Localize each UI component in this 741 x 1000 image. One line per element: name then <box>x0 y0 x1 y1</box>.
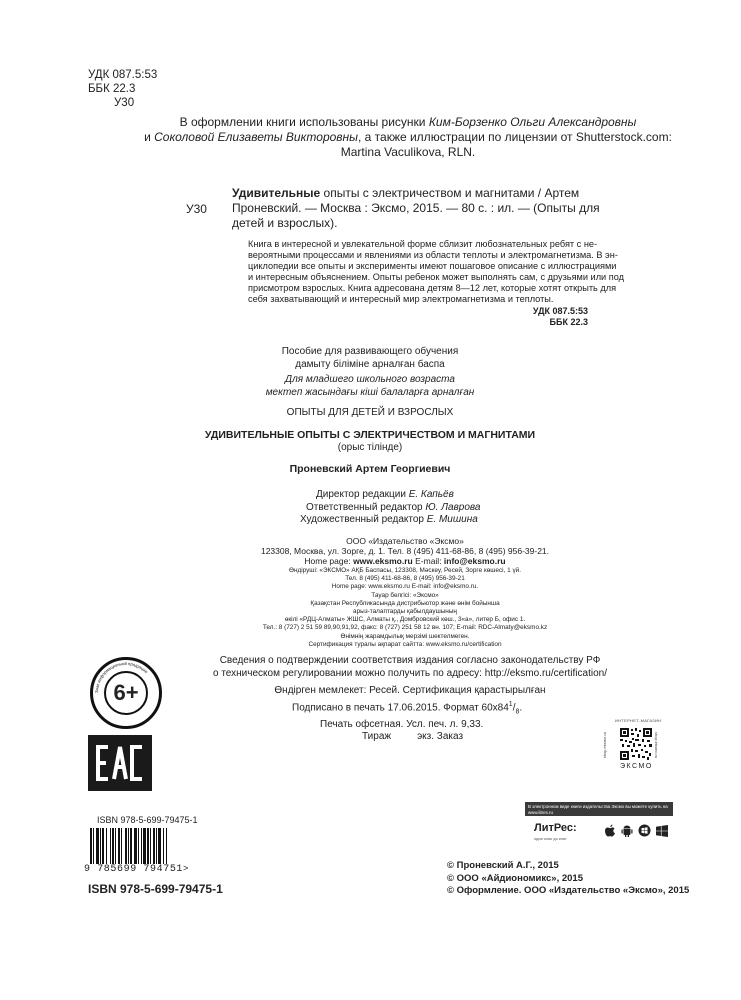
editor-row: Директор редакции Е. Капьёв <box>316 489 454 500</box>
barcode-bar <box>156 828 157 864</box>
barcode-bar <box>128 828 129 864</box>
barcode-bar <box>93 828 94 864</box>
printing-block: Подписано в печать 17.06.2015. Формат $60x84^1/_8$. Печать офсетная. Усл. печ. л. 9,33. Тираж экз. Заказ <box>292 701 523 743</box>
series-name: ОПЫТЫ ДЛЯ ДЕТЕЙ И ВЗРОСЛЫХ <box>286 407 454 418</box>
barcode-bar <box>102 828 104 864</box>
bbk-code: ББК 22.3 <box>88 83 136 95</box>
barcode-bar <box>143 828 146 864</box>
barcode-bar <box>130 828 132 864</box>
barcode-bar <box>141 828 142 864</box>
catalog-side-mark: У30 <box>186 202 207 216</box>
copyright-line: © ООО «Айдиономикс», 2015 <box>447 872 583 884</box>
barcode-bar <box>158 828 161 864</box>
barcode-bar <box>118 828 120 864</box>
litres-logo[interactable]: ЛитРес: <box>534 822 577 834</box>
barcode-bar <box>138 828 139 864</box>
book-language: (орыс тілінде) <box>337 442 403 453</box>
eac-letters-icon <box>94 743 146 783</box>
barcode-bar <box>153 828 155 864</box>
barcode-bar <box>163 828 164 864</box>
catalog-codes: УДК 087.5:53 ББК 22.3 <box>532 306 588 327</box>
publisher-block: ООО «Издательство «Эксмо» 123308, Москва, ул. Зорге, д. 1. Тел. 8 (495) 411-68-86, 8 (495) 956-39-21. Home page: www.eksmo.ru E-mail: info@eksmo.ru <box>215 536 595 566</box>
editor-row: Ответственный редактор Ю. Лаврова <box>306 501 481 513</box>
litres-tagline: один клик до книг <box>534 836 567 841</box>
shop-side-text-left: shop.eksmo.ru <box>602 732 607 759</box>
barcode-bar <box>96 828 99 864</box>
editors-block <box>300 489 480 527</box>
windows-icon[interactable] <box>656 825 668 837</box>
editor-row: Художественный редактор Е. Мишина <box>300 514 478 525</box>
qr-code-icon[interactable] <box>620 728 652 760</box>
barcode-bar <box>112 828 114 864</box>
publisher-address: 123308, Москва, ул. Зорге, д. 1. Тел. 8 (495) 411-68-86, 8 (495) 956-39-21. <box>260 546 550 556</box>
barcode-digits: 9 785699 794751> <box>84 864 190 875</box>
barcode-bar <box>90 828 92 864</box>
catalog-abstract: Книга в интересной и увлекательной форме сблизит любознательных ребят с не- вероятными процессами и явлениями из области теплоты и электромагнетизма. В эн- циклопедии все опыты и эксперименты имеют пошаговое описание с иллюстрациями и интересным объяснением. Опыты ребенок может выполнять сам, с друзьями или под присмотром взрослых. Книга адресована детям 8—12 лет, которые хотят открыть для себя захватывающий и интересный мир электромагнетизма и теплоты. <box>248 239 624 304</box>
age-rating-ring-text: Знак информационной продукции <box>93 660 149 694</box>
barcode-bar <box>115 828 116 864</box>
book-title: УДИВИТЕЛЬНЫЕ ОПЫТЫ С ЭЛЕКТРИЧЕСТВОМ И МАГНИТАМИ <box>204 429 536 441</box>
publisher-name: ООО «Издательство «Эксмо» <box>346 536 464 546</box>
publisher-kz-block: Өндіруші: «ЭКСМО» АҚБ Баспасы, 123308, Мәскеу, Ресей, Зорге көшесі, 1 үй. Тел. 8 (495) 411-68-86, 8 (495) 956-39-21 Home page: www.eksmo.ru E-mail: info@eksmo.ru. Тауар белгісі: «Эксмо» Қазақстан Республикасында дистрибьютор және өнім бойынша арыз-талаптарды қабылдаушының өкілі «РДЦ-Алматы» ЖШС, Алматы қ., Домбровский көш., 3«а», литер Б, офис 1. Тел.: 8 (727) 2 51 59 89,90,91,92, факс: 8 (727) 251 58 12 вн. 107; E-mail: RDC-Almaty@eksmo.kz Өнімнің жарамдылық мерзімі шектелмеген. Сертификация туралы ақпарат сайтта: www.eksmo.ru/certification <box>262 567 548 648</box>
barcode-bar <box>125 828 127 864</box>
age-rating-value: 6+ <box>104 671 148 715</box>
age-rating-badge <box>90 657 162 729</box>
barcode-bar <box>150 828 151 864</box>
barcode-icon <box>88 828 204 864</box>
catalog-entry: Удивительные опыты с электричеством и магнитами / Артем Проневский. — Москва : Эксмо, 2015. — 80 с. : ил. — (Опыты для детей и взрослых). <box>232 186 600 230</box>
barcode-bar <box>110 828 111 864</box>
barcode-bar <box>166 828 167 864</box>
author-mark: У30 <box>114 97 135 109</box>
copyright-block <box>447 860 689 898</box>
age-rating-ring-icon <box>90 657 162 729</box>
isbn-top-label: ISBN 978-5-699-79475-1 <box>97 815 198 825</box>
barcode-bar <box>121 828 122 864</box>
barcode-bar <box>134 828 137 864</box>
shop-side-text-right: shop.eksmo.ru <box>654 732 659 759</box>
book-author: Проневский Артем Георгиевич <box>289 462 451 475</box>
copyright-line: © Оформление. ООО «Издательство «Эксмо», 2015 <box>447 885 690 896</box>
apple-icon[interactable] <box>604 824 616 837</box>
shop-brand: ЭКСМО <box>620 763 653 770</box>
illustrations-note: В оформлении книги использованы рисунки Ким-Борзенко Ольги Александровны и Соколовой Елизаветы Викторовны, а также иллюстрации по лицензии от Shutterstock.com: Martina Vaculikova, RLN. <box>144 115 672 159</box>
classification-block <box>88 68 157 110</box>
publisher-email-link[interactable]: info@eksmo.ru <box>443 556 506 566</box>
platform-icons <box>604 824 668 837</box>
copyright-line: © Проневский А.Г., 2015 <box>447 860 559 871</box>
android-icon[interactable] <box>621 824 633 837</box>
shop-label: ИНТЕРНЕТ-МАГАЗИН <box>615 718 662 723</box>
barcode-bar <box>147 828 149 864</box>
svg-text:Знак информационной продукции <box>94 661 149 693</box>
ebook-banner[interactable]: В электронном виде книги издательства Эксмо вы можете купить на www.litres.ru <box>525 802 673 816</box>
book-imprint <box>150 429 590 476</box>
audience-block: Пособие для развивающего обучения дамыту біліміне арналған баспа Для младшего школьного возраста мектеп жасындағы кіші балаларға арналған ОПЫТЫ ДЛЯ ДЕТЕЙ И ВЗРОСЛЫХ <box>250 346 490 420</box>
barcode-bar <box>100 828 101 864</box>
eac-mark-icon <box>88 735 152 791</box>
udk-code: УДК 087.5:53 <box>88 69 158 81</box>
barcode-bar <box>106 828 107 864</box>
isbn-bottom-label: ISBN 978-5-699-79475-1 <box>88 882 223 896</box>
windows-phone-icon[interactable] <box>638 824 651 837</box>
certification-block: Сведения о подтверждении соответствия издания согласно законодательству РФ о техническом регулировании можно получить по адресу: http://eksmo.ru/certification/ Өндірген мемлекет: Ресей. Сертификация қарастырылған <box>213 655 607 696</box>
publisher-home-link[interactable]: www.eksmo.ru <box>353 556 413 566</box>
